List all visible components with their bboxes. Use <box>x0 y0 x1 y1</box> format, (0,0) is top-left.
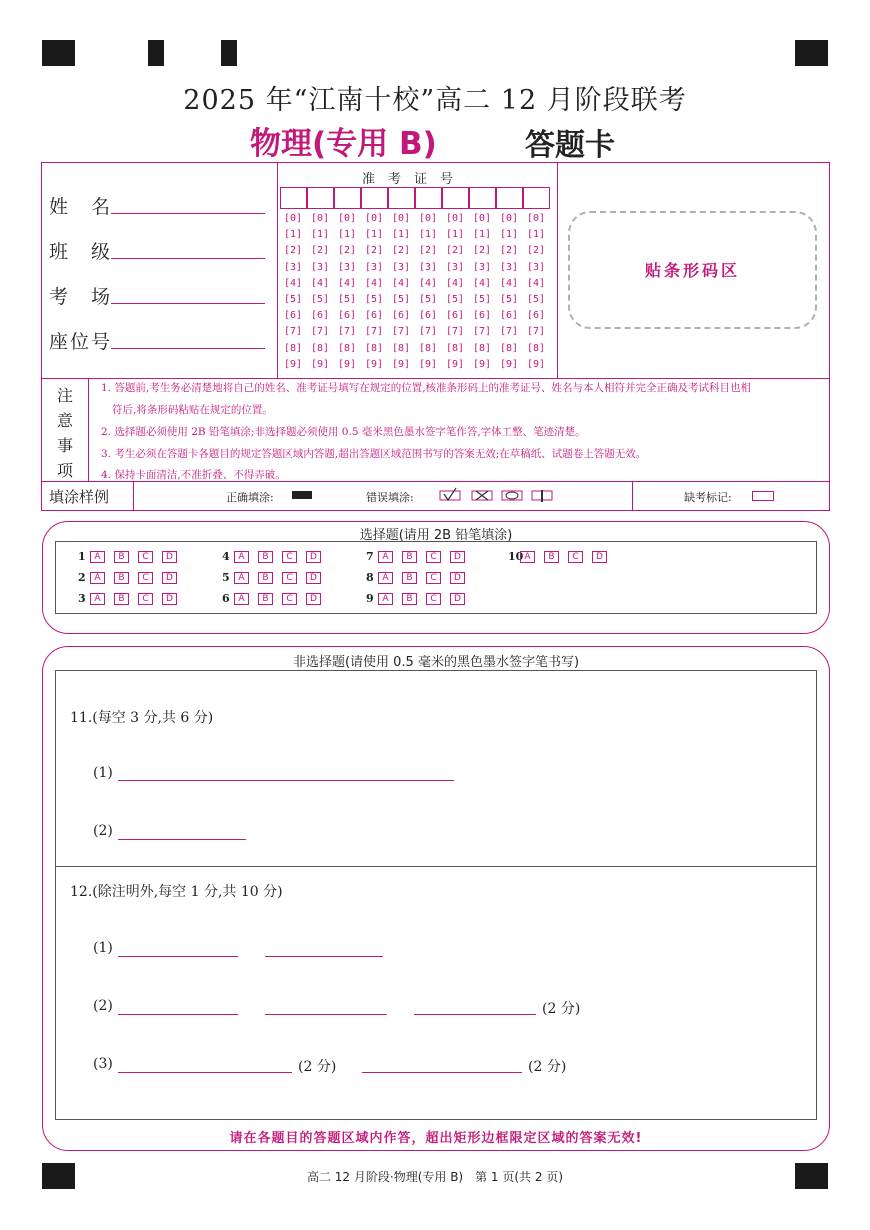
exam-number-cell[interactable] <box>388 187 415 209</box>
exam-digit-bubble[interactable]: [3] <box>500 261 519 273</box>
choice-option-bubble[interactable]: D <box>306 572 321 584</box>
exam-digit-bubble[interactable]: [9] <box>284 358 303 370</box>
choice-option-bubble[interactable]: B <box>402 572 417 584</box>
exam-digit-bubble[interactable]: [2] <box>473 245 492 257</box>
timing-mark <box>221 40 237 66</box>
exam-digit-bubble[interactable]: [6] <box>365 310 384 322</box>
exam-digit-bubble[interactable]: [2] <box>446 245 465 257</box>
q12-2b-answer-line[interactable] <box>265 1014 387 1015</box>
exam-digit-bubble[interactable]: [0] <box>473 213 492 224</box>
choice-option-bubble[interactable]: C <box>138 551 153 563</box>
choice-option-bubble[interactable]: D <box>162 551 177 563</box>
exam-number-cell[interactable] <box>361 187 388 209</box>
exam-number-cell[interactable] <box>496 187 523 209</box>
choice-option-bubble[interactable]: A <box>378 551 393 563</box>
choice-question-number: 2 <box>78 571 86 584</box>
exam-digit-bubble[interactable]: [1] <box>419 229 438 241</box>
exam-digit-bubble[interactable]: [6] <box>527 310 546 322</box>
exam-number-cell[interactable] <box>469 187 496 209</box>
choice-option-bubble[interactable]: D <box>450 551 465 563</box>
exam-digit-bubble[interactable]: [0] <box>311 213 330 224</box>
q12-2a-answer-line[interactable] <box>118 1014 238 1015</box>
q11-part-label: (2) <box>93 823 113 839</box>
exam-digit-bubble[interactable]: [8] <box>365 342 384 354</box>
notice-item: 符后,将条形码粘贴在规定的位置。 <box>112 404 273 416</box>
exam-digit-bubble[interactable]: [6] <box>500 310 519 322</box>
exam-digit-bubble[interactable]: [8] <box>419 342 438 354</box>
answer-warning: 请在各题目的答题区域内作答，超出矩形边框限定区域的答案无效! <box>229 1131 643 1146</box>
exam-digit-bubble[interactable]: [2] <box>311 245 330 257</box>
choice-option-bubble[interactable]: B <box>402 551 417 563</box>
choice-question-number: 7 <box>366 550 374 563</box>
exam-digit-bubble[interactable]: [6] <box>338 310 357 322</box>
exam-digit-bubble[interactable]: [1] <box>311 229 330 241</box>
exam-digit-bubble[interactable]: [0] <box>527 213 546 224</box>
exam-number-cell[interactable] <box>442 187 469 209</box>
choice-option-bubble[interactable]: C <box>282 593 297 605</box>
exam-digit-bubble[interactable]: [9] <box>365 358 384 370</box>
choice-option-bubble[interactable]: D <box>162 593 177 605</box>
exam-digit-bubble[interactable]: [3] <box>365 261 384 273</box>
exam-digit-bubble[interactable]: [2] <box>527 245 546 257</box>
exam-digit-bubble[interactable]: [8] <box>446 342 465 354</box>
wrong-fill-samples <box>438 486 558 506</box>
exam-digit-bubble[interactable]: [0] <box>500 213 519 224</box>
choice-option-bubble[interactable]: C <box>138 572 153 584</box>
exam-digit-bubble[interactable]: [1] <box>473 229 492 241</box>
exam-digit-bubble[interactable]: [1] <box>527 229 546 241</box>
points-note: (2 分) <box>298 1059 337 1075</box>
exam-digit-bubble[interactable]: [3] <box>311 261 330 273</box>
exam-digit-bubble[interactable]: [7] <box>311 326 330 338</box>
choice-option-bubble[interactable]: A <box>378 572 393 584</box>
exam-digit-bubble[interactable]: [7] <box>446 326 465 338</box>
choice-option-bubble[interactable]: B <box>402 593 417 605</box>
choice-option-bubble[interactable]: C <box>282 572 297 584</box>
exam-digit-bubble[interactable]: [4] <box>338 277 357 289</box>
exam-digit-bubble[interactable]: [8] <box>473 342 492 354</box>
exam-digit-bubble[interactable]: [8] <box>500 342 519 354</box>
exam-digit-bubble[interactable]: [4] <box>473 277 492 289</box>
q11-2-answer-line[interactable] <box>118 839 246 840</box>
room-label: 考 场 <box>49 286 113 308</box>
notice-heading: 意 <box>57 411 74 430</box>
absent-mark-label: 缺考标记: <box>684 491 732 504</box>
class-label: 班 级 <box>49 241 113 263</box>
exam-number-cell[interactable] <box>523 187 550 209</box>
exam-digit-bubble[interactable]: [4] <box>365 277 384 289</box>
room-field[interactable] <box>111 303 265 304</box>
exam-digit-bubble[interactable]: [3] <box>446 261 465 273</box>
fill-sample-label: 填涂样例 <box>49 488 110 506</box>
q12-part-label: (1) <box>93 940 113 956</box>
notice-heading: 事 <box>57 436 74 455</box>
choice-option-bubble[interactable]: B <box>258 572 273 584</box>
absent-mark-box[interactable] <box>752 491 774 501</box>
choice-question-number: 3 <box>78 592 86 605</box>
q12-part-label: (2) <box>93 998 113 1014</box>
exam-digit-bubble[interactable]: [9] <box>500 358 519 370</box>
choice-option-bubble[interactable]: C <box>282 551 297 563</box>
choice-option-bubble[interactable]: B <box>114 593 129 605</box>
timing-mark <box>795 40 828 66</box>
exam-digit-bubble[interactable]: [2] <box>419 245 438 257</box>
exam-digit-bubble[interactable]: [4] <box>446 277 465 289</box>
choice-option-bubble[interactable]: C <box>426 593 441 605</box>
choice-option-bubble[interactable]: D <box>306 551 321 563</box>
exam-digit-bubble[interactable]: [5] <box>446 294 465 305</box>
exam-digit-bubble[interactable]: [6] <box>311 310 330 322</box>
exam-digit-bubble[interactable]: [4] <box>392 277 411 289</box>
exam-digit-bubble[interactable]: [1] <box>500 229 519 241</box>
choice-option-bubble[interactable]: D <box>450 572 465 584</box>
q12-1b-answer-line[interactable] <box>265 956 383 957</box>
exam-digit-bubble[interactable]: [9] <box>392 358 411 370</box>
choice-question-number: 9 <box>366 592 374 605</box>
exam-digit-bubble[interactable]: [1] <box>446 229 465 241</box>
choice-option-bubble[interactable]: C <box>426 572 441 584</box>
choice-option-bubble[interactable]: B <box>114 572 129 584</box>
q12-1a-answer-line[interactable] <box>118 956 238 957</box>
exam-digit-bubble[interactable]: [0] <box>392 213 411 224</box>
exam-digit-bubble[interactable]: [5] <box>419 294 438 305</box>
exam-number-cell[interactable] <box>307 187 334 209</box>
exam-digit-bubble[interactable]: [5] <box>473 294 492 305</box>
exam-digit-bubble[interactable]: [8] <box>284 342 303 354</box>
exam-digit-bubble[interactable]: [0] <box>284 213 303 224</box>
exam-digit-bubble[interactable]: [6] <box>419 310 438 322</box>
choice-option-bubble[interactable]: A <box>378 593 393 605</box>
exam-number-cell[interactable] <box>280 187 307 209</box>
choice-title: 选择题(请用 2B 铅笔填涂) <box>359 528 513 543</box>
exam-digit-bubble[interactable]: [5] <box>365 294 384 305</box>
exam-digit-bubble[interactable]: [1] <box>284 229 303 241</box>
notice-heading: 注 <box>57 386 74 405</box>
choice-option-bubble[interactable]: D <box>306 593 321 605</box>
exam-digit-bubble[interactable]: [5] <box>284 294 303 305</box>
choice-option-bubble[interactable]: C <box>426 551 441 563</box>
exam-digit-bubble[interactable]: [9] <box>446 358 465 370</box>
choice-option-bubble[interactable]: A <box>520 551 535 563</box>
exam-digit-bubble[interactable]: [7] <box>284 326 303 338</box>
exam-digit-bubble[interactable]: [2] <box>284 245 303 257</box>
exam-digit-bubble[interactable]: [4] <box>419 277 438 289</box>
choice-question-number: 4 <box>222 550 230 563</box>
seat-field[interactable] <box>111 348 265 349</box>
exam-digit-bubble[interactable]: [0] <box>446 213 465 224</box>
choice-option-bubble[interactable]: D <box>592 551 607 563</box>
exam-digit-bubble[interactable]: [3] <box>473 261 492 273</box>
q11-1-answer-line[interactable] <box>118 780 454 781</box>
choice-option-bubble[interactable]: B <box>258 593 273 605</box>
exam-digit-bubble[interactable]: [7] <box>392 326 411 338</box>
exam-digit-bubble[interactable]: [3] <box>527 261 546 273</box>
exam-digit-bubble[interactable]: [3] <box>338 261 357 273</box>
exam-digit-bubble[interactable]: [9] <box>527 358 546 370</box>
points-note: (2 分) <box>528 1059 567 1075</box>
exam-digit-bubble[interactable]: [3] <box>392 261 411 273</box>
exam-title: 2025 年“江南十校”高二 12 月阶段联考 <box>183 85 687 116</box>
choice-option-bubble[interactable]: C <box>138 593 153 605</box>
choice-question-number: 6 <box>222 592 230 605</box>
q12-3b-answer-line[interactable] <box>362 1072 522 1073</box>
exam-digit-bubble[interactable]: [4] <box>527 277 546 289</box>
choice-option-bubble[interactable]: A <box>234 572 249 584</box>
exam-number-label: 准 考 证 号 <box>362 172 454 187</box>
notice-item: 2. 选择题必须使用 2B 铅笔填涂;非选择题必须使用 0.5 毫米黑色墨水签字笔作答,字体工整、笔迹清楚。 <box>101 426 586 438</box>
choice-option-bubble[interactable]: C <box>568 551 583 563</box>
wrong-fill-label: 错误填涂: <box>366 491 414 504</box>
exam-digit-bubble[interactable]: [7] <box>338 326 357 338</box>
points-note: (2 分) <box>542 1001 581 1017</box>
exam-digit-bubble[interactable]: [3] <box>284 261 303 273</box>
exam-digit-bubble[interactable]: [1] <box>392 229 411 241</box>
choice-option-bubble[interactable]: D <box>162 572 177 584</box>
exam-digit-bubble[interactable]: [7] <box>500 326 519 338</box>
notice-item: 3. 考生必须在答题卡各题目的规定答题区域内答题,超出答题区域范围书写的答案无效;在草稿纸、试题卷上答题无效。 <box>101 448 647 460</box>
choice-option-bubble[interactable]: B <box>114 551 129 563</box>
notice-heading: 项 <box>57 461 74 480</box>
exam-digit-bubble[interactable]: [9] <box>311 358 330 370</box>
exam-digit-bubble[interactable]: [2] <box>338 245 357 257</box>
choice-option-bubble[interactable]: B <box>258 551 273 563</box>
exam-digit-bubble[interactable]: [4] <box>284 277 303 289</box>
exam-digit-bubble[interactable]: [7] <box>365 326 384 338</box>
name-field[interactable] <box>111 213 265 214</box>
correct-fill-sample <box>292 491 312 499</box>
exam-digit-bubble[interactable]: [1] <box>338 229 357 241</box>
exam-digit-bubble[interactable]: [5] <box>527 294 546 305</box>
exam-digit-bubble[interactable]: [0] <box>365 213 384 224</box>
q12-part-label: (3) <box>93 1056 113 1072</box>
choice-option-bubble[interactable]: A <box>90 572 105 584</box>
name-label: 姓 名 <box>49 196 113 218</box>
choice-option-bubble[interactable]: A <box>90 551 105 563</box>
seat-label: 座位号 <box>49 331 113 353</box>
exam-digit-bubble[interactable]: [0] <box>338 213 357 224</box>
notice-item: 4. 保持卡面清洁,不准折叠、不得弄破。 <box>101 469 286 481</box>
choice-option-bubble[interactable]: A <box>234 593 249 605</box>
nonchoice-title: 非选择题(请使用 0.5 毫米的黑色墨水签字笔书写) <box>292 655 580 670</box>
exam-digit-bubble[interactable]: [6] <box>284 310 303 322</box>
exam-digit-bubble[interactable]: [8] <box>392 342 411 354</box>
class-field[interactable] <box>111 258 265 259</box>
exam-digit-bubble[interactable]: [6] <box>473 310 492 322</box>
choice-question-number: 8 <box>366 571 374 584</box>
exam-digit-bubble[interactable]: [2] <box>392 245 411 257</box>
exam-number-cell[interactable] <box>334 187 361 209</box>
exam-digit-bubble[interactable]: [7] <box>419 326 438 338</box>
exam-digit-bubble[interactable]: [8] <box>338 342 357 354</box>
correct-fill-label: 正确填涂: <box>226 491 274 504</box>
exam-digit-bubble[interactable]: [6] <box>446 310 465 322</box>
page-footer: 高二 12 月阶段·物理(专用 B) 第 1 页(共 2 页) <box>306 1170 563 1184</box>
exam-digit-bubble[interactable]: [5] <box>500 294 519 305</box>
exam-digit-bubble[interactable]: [5] <box>338 294 357 305</box>
exam-digit-bubble[interactable]: [0] <box>419 213 438 224</box>
choice-option-bubble[interactable]: A <box>234 551 249 563</box>
exam-digit-bubble[interactable]: [4] <box>311 277 330 289</box>
choice-question-number: 5 <box>222 571 230 584</box>
choice-option-bubble[interactable]: D <box>450 593 465 605</box>
exam-digit-bubble[interactable]: [8] <box>527 342 546 354</box>
exam-digit-bubble[interactable]: [7] <box>527 326 546 338</box>
exam-digit-bubble[interactable]: [9] <box>473 358 492 370</box>
card-title: 答题卡 <box>525 128 615 163</box>
timing-mark <box>42 40 75 66</box>
q12-2c-answer-line[interactable] <box>414 1014 536 1015</box>
q12-header: 12.(除注明外,每空 1 分,共 10 分) <box>70 884 283 900</box>
choice-question-number: 1 <box>78 550 86 563</box>
exam-digit-bubble[interactable]: [7] <box>473 326 492 338</box>
q11-header: 11.(每空 3 分,共 6 分) <box>70 710 214 726</box>
timing-mark <box>148 40 164 66</box>
exam-digit-bubble[interactable]: [6] <box>392 310 411 322</box>
exam-digit-bubble[interactable]: [1] <box>365 229 384 241</box>
q11-part-label: (1) <box>93 765 113 781</box>
subject-title: 物理(专用 B) <box>250 126 437 162</box>
exam-digit-bubble[interactable]: [9] <box>338 358 357 370</box>
notice-item: 1. 答题前,考生务必清楚地将自己的姓名、准考证号填写在规定的位置,核准条形码上的准考证号、姓名与本人相符并完全正确及考试科目也相 <box>101 382 752 394</box>
exam-digit-bubble[interactable]: [5] <box>311 294 330 305</box>
exam-digit-bubble[interactable]: [2] <box>365 245 384 257</box>
choice-option-bubble[interactable]: A <box>90 593 105 605</box>
exam-digit-bubble[interactable]: [3] <box>419 261 438 273</box>
exam-digit-bubble[interactable]: [4] <box>500 277 519 289</box>
exam-digit-bubble[interactable]: [5] <box>392 294 411 305</box>
choice-option-bubble[interactable]: B <box>544 551 559 563</box>
choice-question-number: 10 <box>508 550 524 563</box>
q12-3a-answer-line[interactable] <box>118 1072 292 1073</box>
exam-digit-bubble[interactable]: [8] <box>311 342 330 354</box>
exam-digit-bubble[interactable]: [2] <box>500 245 519 257</box>
exam-number-cell[interactable] <box>415 187 442 209</box>
barcode-label: 贴条形码区 <box>644 261 740 280</box>
exam-digit-bubble[interactable]: [9] <box>419 358 438 370</box>
